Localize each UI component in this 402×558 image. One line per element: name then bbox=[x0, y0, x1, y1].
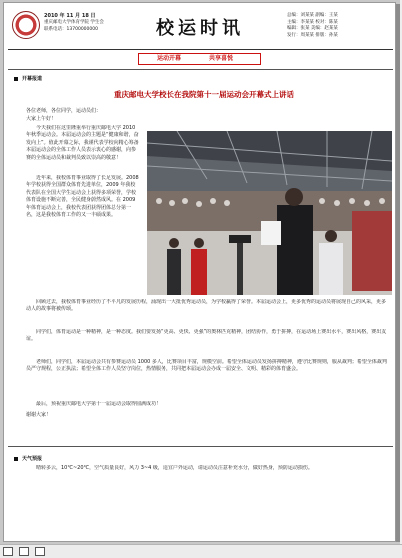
document-page bbox=[3, 2, 396, 542]
slogan-left: 运动开幕 bbox=[157, 55, 182, 62]
bullet-square-icon bbox=[14, 77, 18, 81]
contact-line: 联系电话：13700000000 bbox=[44, 27, 98, 32]
section-heading-weather: 天气预报 bbox=[14, 455, 42, 462]
outline-view-icon[interactable] bbox=[19, 547, 29, 556]
newsletter-header bbox=[8, 7, 392, 55]
slogan-right: 共享喜悦 bbox=[209, 55, 234, 62]
staff-line: 总编：刘某某 副编：王某 bbox=[287, 13, 338, 18]
reading-view-icon[interactable] bbox=[35, 547, 45, 556]
article-title: 重庆邮电大学校长在我院第十一届运动会开幕式上讲话 bbox=[114, 90, 294, 99]
greeting: 各位老师，各位同学，运动员们： bbox=[26, 108, 102, 114]
section-heading-opening: 开幕报道 bbox=[14, 75, 42, 82]
article-paragraph: 今天我们在这里隆重举行重庆邮电大学 2010 年秋季运动会。本届运动会的主题是“健康和谐，奋发向上”。值此开幕之际，我谨代表学校向精心筹备本届运动会的全体工作人员表示衷心的感谢，向参赛的全体运动员和裁判员致以崇高的敬意！ bbox=[26, 125, 139, 161]
organizer-line: 重庆邮电大学体育学院 学生会 bbox=[44, 20, 104, 25]
section-rule bbox=[8, 446, 393, 447]
staff-line: 发行：周某某 排版：孙某 bbox=[287, 32, 338, 38]
school-emblem-logo bbox=[12, 11, 40, 39]
ceremony-photo bbox=[147, 131, 392, 295]
divider-rule bbox=[8, 69, 393, 70]
article-paragraph: 老师们，同学们，本届运动会共有参赛运动员 1000 多人，比赛项目丰富，规模空前。希望全体运动员发扬拼搏精神，遵守比赛规则，服从裁判；希望全体裁判员严守规程，公正执法；希望全体工作人员坚守岗位，热情服务，共同把本届运动会办成一届安全、文明、精彩的体育盛会。 bbox=[26, 359, 387, 373]
header-rule bbox=[8, 49, 393, 50]
article-paragraph: 近年来，我校体育事业取得了长足发展。2008 年学校获得全国群众体育先进单位，2009 年我校代表队在全国大学生运动会上获得多项荣誉，学校体育设施不断完善，全民健身蔚然成风。在 2009 年体育运动会上，我校代表团获得团体总分第一名，这是我校体育工作的又一丰硕成果。 bbox=[26, 175, 139, 219]
weather-forecast: 晴转多云，10℃~20℃，空气质量良好，风力 3~4 级，适宜户外运动，请运动员注意补充水分，做好热身，预防运动损伤。 bbox=[36, 465, 313, 471]
bullet-square-icon bbox=[14, 457, 18, 461]
masthead-title: 校运时讯 bbox=[156, 18, 244, 39]
closing-line: 谢谢大家！ bbox=[26, 412, 52, 418]
page-view-icon[interactable] bbox=[3, 547, 13, 556]
article-paragraph: 回顾过去，我校体育事业经历了不平凡的发展历程，涌现出一大批优秀运动员，为学校赢得了荣誉。本届运动会上，更多优秀的运动员将展现自己的风采，更多动人的故事将被传颂。 bbox=[26, 299, 387, 313]
staff-line: 编辑：张某 美编：赵某某 bbox=[287, 26, 338, 31]
article-paragraph: 同学们，体育运动是一种精神，是一种态度。我们要发扬“更高、更快、更强”的奥林匹克精神，团结协作，勇于拼搏，在运动场上赛出水平，赛出风格，赛出友谊。 bbox=[26, 329, 387, 343]
staff-list bbox=[287, 13, 338, 39]
issue-date: 2010 年 11 月 18 日 bbox=[44, 13, 96, 19]
status-bar bbox=[0, 544, 402, 558]
salutation: 大家上午好！ bbox=[26, 116, 57, 122]
staff-line: 主编：李某某 校对：陈某 bbox=[287, 19, 338, 25]
slogan-box bbox=[138, 53, 261, 65]
article-paragraph: 最后，预祝重庆邮电大学第十一届运动会取得圆满成功！ bbox=[36, 401, 162, 407]
